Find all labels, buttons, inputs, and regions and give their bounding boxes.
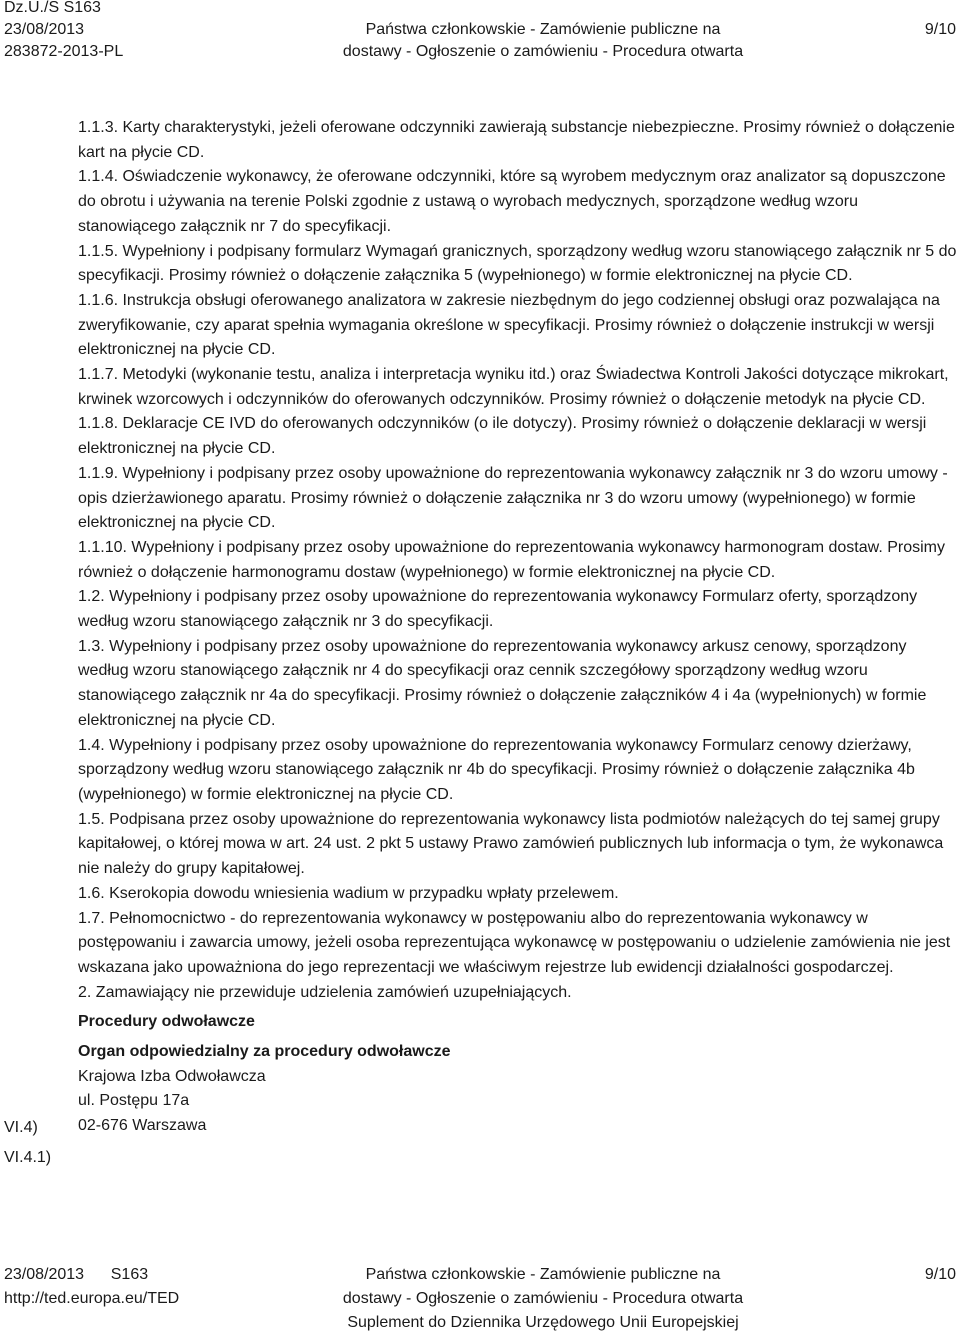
header-page-number: 9/10 xyxy=(924,21,956,38)
paragraph-1-1-6: 1.1.6. Instrukcja obsługi oferowanego analizatora w zakresie niezbędnym do jego codziennej obsługi oraz pozwalająca na zweryfikowanie, czy aparat spełnia wymagania określone w specyfikacji. Prosimy również o dołączenie instrukcji w wersji elektronicznej na płycie CD. xyxy=(78,291,940,359)
section-vi4-title: Procedury odwoławcze xyxy=(78,1013,255,1031)
paragraph-1-2: 1.2. Wypełniony i podpisany przez osoby upoważnione do reprezentowania wykonawcy Formularz oferty, sporządzony według wzoru stanowiącego załącznik nr 3 do specyfikacji. xyxy=(78,588,918,631)
paragraph-1-1-10: 1.1.10. Wypełniony i podpisany przez osoby upoważnione do reprezentowania wykonawcy harmonogram dostaw. Prosimy również o dołączenie harmonogramu dostaw (wypełnionego) w formie elektronicznej na płycie CD. xyxy=(78,538,945,581)
paragraph-2: 2. Zamawiający nie przewiduje udzielenia zamówień uzupełniających. xyxy=(78,983,572,1001)
footer-title-line-3: Suplement do Dziennika Urzędowego Unii Europejskiej xyxy=(347,1314,739,1331)
paragraph-1-1-9: 1.1.9. Wypełniony i podpisany przez osoby upoważnione do reprezentowania wykonawcy załącznik nr 3 do wzoru umowy - opis dzierżawionego aparatu. Prosimy również o dołączenie załącznika nr 3 do wzoru umowy (wypełnionego) w formie elektronicznej na płycie CD. xyxy=(78,464,948,532)
footer-date: 23/08/2013 xyxy=(4,1266,85,1283)
paragraph-1-7: 1.7. Pełnomocnictwo - do reprezentowania wykonawcy w postępowaniu albo do reprezentowania wykonawcy w postępowaniu i zawarcia umowy, jeżeli osoba reprezentująca wykonawcę w postępowaniu o udzielenie zamówienia nie jest wskazana jako upoważniona do jego reprezentacji we właściwym rejestrze lub ewidencji działalności gospodarczej. xyxy=(78,909,951,976)
section-vi41-title: Organ odpowiedzialny za procedury odwoławcze xyxy=(78,1043,451,1061)
paragraph-1-1-7: 1.1.7. Metodyki (wykonanie testu, analiza i interpretacja wyniku itd.) oraz Świadectwa Kontroli Jakości dotyczące mikrokart, krwinek wzorcowych i odczynników do oferowanych odczynników. Prosimy również o dołączenie metodyk na płycie CD. xyxy=(78,366,949,408)
footer-left xyxy=(4,1263,179,1311)
paragraph-1-1-5: 1.1.5. Wypełniony i podpisany formularz Wymagań granicznych, sporządzony według wzoru stanowiącego załącznik nr 5 do specyfikacji. Prosimy również o dołączenie załącznika 5 (wypełnionego) w formie elektronicznej na płycie CD. xyxy=(78,242,957,285)
header-date: 23/08/2013 xyxy=(4,21,85,38)
header-title-line-2: dostawy - Ogłoszenie o zamówieniu - Procedura otwarta xyxy=(342,43,744,60)
footer-page-number: 9/10 xyxy=(924,1266,956,1283)
review-body-street: ul. Postępu 17a xyxy=(78,1092,190,1110)
footer-title-line-1: Państwa członkowskie - Zamówienie publiczne na xyxy=(365,1266,721,1283)
header-left xyxy=(4,0,123,63)
section-number-vi4: VI.4) xyxy=(4,1119,38,1136)
review-body-city: 02-676 Warszawa xyxy=(78,1117,207,1135)
header-title-line-1: Państwa członkowskie - Zamówienie publiczne na xyxy=(365,21,721,38)
paragraph-1-5: 1.5. Podpisana przez osoby upoważnione do reprezentowania wykonawcy lista podmiotów należących do tej samej grupy kapitałowej, o której mowa w art. 24 ust. 2 pkt 5 ustawy Prawo zamówień publicznych lub informacja o tym, że wykonawca nie należy do grupy kapitałowej. xyxy=(78,810,944,878)
paragraph-1-1-4: 1.1.4. Oświadczenie wykonawcy, że oferowane odczynniki, które są wyrobem medycznym oraz analizator są dopuszczone do obrotu i używania na terenie Polski zgodnie z ustawą o wyrobach medycznych, sporządzone według wzoru stanowiącego załącznik nr 7 do specyfikacji. xyxy=(78,168,946,235)
paragraph-1-4: 1.4. Wypełniony i podpisany przez osoby upoważnione do reprezentowania wykonawcy Formularz cenowy dzierżawy, sporządzony według wzoru stanowiącego załącznik nr 4b do specyfikacji. Prosimy również o dołączenie załącznika 4b (wypełnionego) w formie elektronicznej na płycie CD. xyxy=(78,736,915,803)
page-footer xyxy=(0,1263,960,1334)
paragraph-1-1-3: 1.1.3. Karty charakterystyki, jeżeli oferowane odczynniki zawierają substancje niebezpieczne. Prosimy również o dołączenie kart na płycie CD. xyxy=(78,119,955,161)
paragraph-1-6: 1.6. Kserokopia dowodu wniesienia wadium w przypadku wpłaty przelewem. xyxy=(78,884,619,902)
section-number-vi41: VI.4.1) xyxy=(4,1149,52,1166)
journal-ref: Dz.U./S S163 xyxy=(4,0,101,16)
notice-id: 283872-2013-PL xyxy=(4,43,124,60)
document-body xyxy=(78,116,958,1139)
footer-date-issue xyxy=(4,1263,179,1287)
header-center xyxy=(310,19,776,63)
footer-issue: S163 xyxy=(110,1266,149,1283)
paragraph-1-1-8: 1.1.8. Deklaracje CE IVD do oferowanych odczynników (o ile dotyczy). Prosimy również o dołączenie deklaracji w wersji elektronicznej na płycie CD. xyxy=(78,415,927,458)
paragraph-1-3: 1.3. Wypełniony i podpisany przez osoby upoważnione do reprezentowania wykonawcy arkusz cenowy, sporządzony według wzoru stanowiącego załącznik nr 4 do specyfikacji oraz cennik szczegółowy sporządzony według wzoru stanowiącego załącznik nr 4a do specyfikacji. Prosimy również o dołączenie załączników 4 i 4a (wypełnionych) w formie elektronicznej na płycie CD. xyxy=(78,637,927,729)
page-header xyxy=(0,0,960,70)
footer-title-line-2: dostawy - Ogłoszenie o zamówieniu - Procedura otwarta xyxy=(342,1290,744,1307)
footer-url[interactable]: http://ted.europa.eu/TED xyxy=(4,1290,180,1307)
review-body-name: Krajowa Izba Odwoławcza xyxy=(78,1067,266,1085)
footer-center xyxy=(300,1263,786,1335)
